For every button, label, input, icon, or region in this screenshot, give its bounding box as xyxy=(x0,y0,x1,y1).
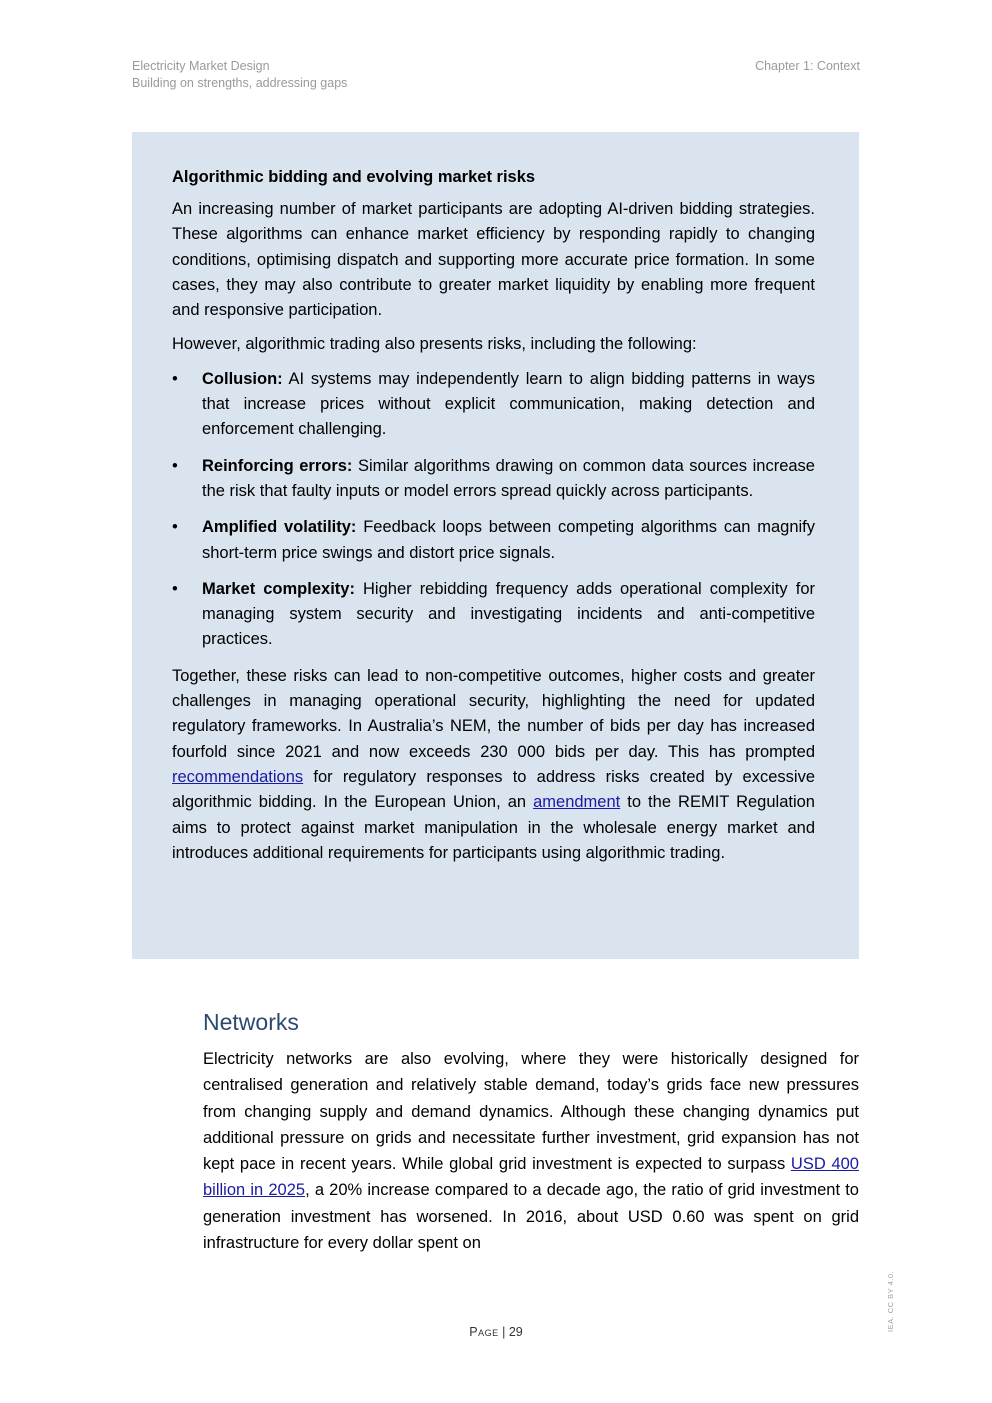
networks-section xyxy=(203,1006,859,1256)
risk-term: Market complexity: xyxy=(202,579,355,598)
risk-term: Amplified volatility: xyxy=(202,518,357,537)
risk-list xyxy=(172,367,815,653)
page-label: Page xyxy=(469,1325,499,1339)
bullet-icon: • xyxy=(172,579,178,598)
box-title: Algorithmic bidding and evolving market risks xyxy=(172,168,536,186)
bullet-icon: • xyxy=(172,518,178,537)
risk-text: Similar algorithms drawing on common data sources increase the risk that faulty inputs or model errors spread quickly across participants. xyxy=(202,456,815,500)
risk-item-reinforcing-errors xyxy=(172,454,815,505)
networks-paragraph xyxy=(203,1046,859,1256)
license-note: IEA. CC BY 4.0. xyxy=(886,1270,895,1332)
chapter-label: Chapter 1: Context xyxy=(755,59,860,73)
networks-paragraph-part-b: , a 20% increase compared to a decade ago, the ratio of grid investment to generation investment has worsened. In 2016, about USD 0.60 was spent on grid infrastructure for every dollar spent on xyxy=(203,1181,859,1253)
running-header xyxy=(132,58,347,92)
algorithmic-bidding-box xyxy=(132,132,859,959)
bullet-icon: • xyxy=(172,456,178,475)
risk-item-collusion xyxy=(172,367,815,443)
networks-heading: Networks xyxy=(203,1009,299,1035)
box-paragraph-3-part-b: for regulatory responses to address risks created by excessive algorithmic bidding. In the European Union, an xyxy=(172,767,815,812)
networks-paragraph-part-a: Electricity networks are also evolving, where they were historically designed for centralised generation and relatively stable demand, today’s grids face new pressures from changing supply and demand dynamics. Although these changing dynamics put additional pressure on grids and necessitate further investment, grid expansion has not kept pace in recent years. While global grid investment is expected to surpass xyxy=(203,1050,859,1174)
box-paragraph-3 xyxy=(172,664,815,866)
grid-investment-link[interactable]: USD 400 billion in 2025 xyxy=(203,1155,859,1200)
page-footer xyxy=(0,1325,992,1339)
report-subtitle: Building on strengths, addressing gaps xyxy=(132,76,348,90)
report-title: Electricity Market Design xyxy=(132,59,270,73)
amendment-link[interactable]: amendment xyxy=(533,793,621,812)
box-paragraph-1: An increasing number of market participants are adopting AI-driven bidding strategies. These algorithms can enhance market efficiency by responding rapidly to changing conditions, optimising dispatch and supporting more accurate price formation. In some cases, they may also contribute to greater market liquidity by enabling more frequent and responsive participation. xyxy=(172,200,815,320)
box-paragraph-3-part-c: to the REMIT Regulation aims to protect against market manipulation in the wholesale energy market and introduces additional requirements for participants using algorithmic trading. xyxy=(172,793,815,862)
risk-item-market-complexity xyxy=(172,577,815,653)
recommendations-link[interactable]: recommendations xyxy=(172,767,304,786)
page-separator: | xyxy=(498,1325,509,1339)
risk-item-amplified-volatility xyxy=(172,515,815,566)
risk-text: Higher rebidding frequency adds operational complexity for managing system security and investigating incidents and anti-competitive practices. xyxy=(202,579,815,649)
risk-term: Reinforcing errors: xyxy=(202,456,353,475)
box-paragraph-3-part-a: Together, these risks can lead to non-competitive outcomes, higher costs and greater challenges in managing operational security, highlighting the need for updated regulatory frameworks. In Australia’s NEM, the number of bids per day has increased fourfold since 2021 and now exceeds 230 000 bids per day. This has prompted xyxy=(172,666,815,761)
risk-text: AI systems may independently learn to align bidding patterns in ways that increase prices without explicit communication, making detection and enforcement challenging. xyxy=(202,369,815,439)
risk-text: Feedback loops between competing algorithms can magnify short-term price swings and distort price signals. xyxy=(202,518,816,562)
page-number: 29 xyxy=(508,1325,523,1339)
box-paragraph-2: However, algorithmic trading also presents risks, including the following: xyxy=(172,335,697,354)
risk-term: Collusion: xyxy=(202,369,283,388)
bullet-icon: • xyxy=(172,369,178,388)
